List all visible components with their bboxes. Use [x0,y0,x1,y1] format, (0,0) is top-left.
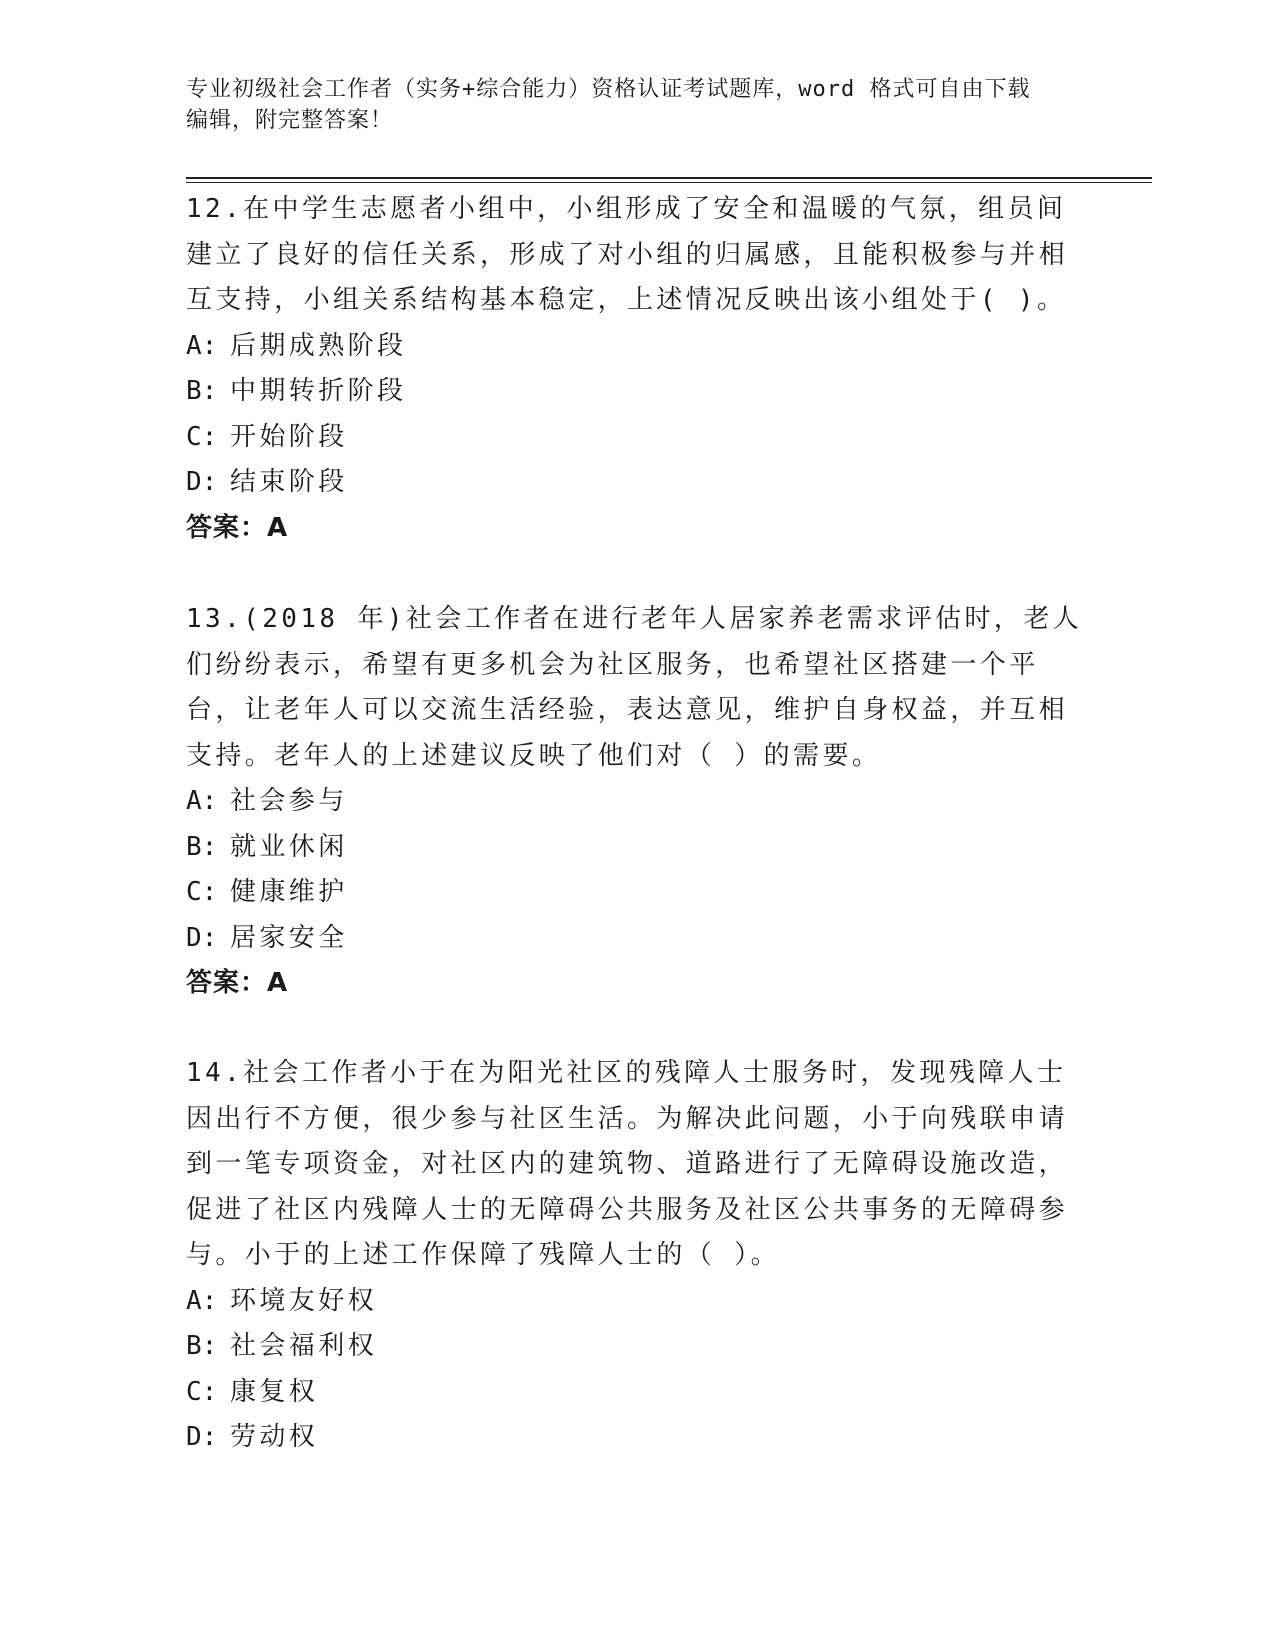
option-text: 开始阶段 [230,421,348,452]
option-c [186,1370,1086,1416]
question-13 [186,597,1086,1007]
option-b [186,1324,1086,1370]
header-line-2: 编辑，附完整答案！ [186,108,394,133]
answer-label: 答案：A [186,968,289,998]
option-text: 中期转折阶段 [230,376,407,406]
question-12 [186,187,1086,551]
option-b [186,369,1086,415]
option-letter: B: [186,376,218,406]
option-letter: D: [186,467,218,497]
option-b [186,825,1086,871]
option-letter: A: [186,1285,218,1316]
option-d [186,1415,1086,1461]
option-letter: A: [186,330,218,361]
question-stem: 14.社会工作者小于在为阳光社区的残障人士服务时，发现残障人士因出行不方便，很少参与社区生活。为解决此问题，小于向残联申请到一笔专项资金，对社区内的建筑物、道路进行了无障碍设施改造，促进了社区内残障人士的无障碍公共服务及社区公共事务的无障碍参与。小于的上述工作保障了残障人士的（ ）。 [186,1058,1069,1270]
option-text: 居家安全 [230,922,348,953]
header-rule-thick [186,177,1152,179]
option-text: 就业休闲 [230,831,348,862]
question-stem: 12.在中学生志愿者小组中，小组形成了安全和温暖的气氛，组员间建立了良好的信任关系，形成了对小组的归属感，且能积极参与并相互支持，小组关系结构基本稳定，上述情况反映出该小组处于( )。 [186,194,1069,315]
option-text: 劳动权 [230,1422,319,1452]
option-letter: C: [186,877,218,907]
option-c [186,870,1086,916]
option-text: 康复权 [230,1376,319,1407]
option-d [186,460,1086,506]
option-letter: C: [186,421,218,452]
option-c [186,415,1086,461]
option-a [186,779,1086,825]
option-letter: D: [186,922,218,953]
question-stem: 13.(2018 年)社会工作者在进行老年人居家养老需求评估时，老人们纷纷表示，希望有更多机会为社区服务，也希望社区搭建一个平台，让老年人可以交流生活经验，表达意见，维护自身权益，并互相支持。老年人的上述建议反映了他们对（ ）的需要。 [186,604,1083,771]
question-14 [186,1051,1086,1461]
option-letter: C: [186,1376,218,1407]
option-text: 健康维护 [230,877,348,907]
option-d [186,916,1086,962]
option-letter: A: [186,786,218,816]
option-letter: D: [186,1422,218,1452]
option-text: 结束阶段 [230,467,348,497]
document-header [186,74,1086,136]
option-text: 社会参与 [230,786,348,816]
header-rule-thin [186,182,1152,183]
option-letter: B: [186,831,218,862]
option-a [186,324,1086,370]
option-text: 环境友好权 [230,1285,378,1316]
option-text: 社会福利权 [230,1331,378,1361]
answer-label: 答案：A [186,512,289,543]
header-line-1: 专业初级社会工作者（实务+综合能力）资格认证考试题库，word 格式可自由下载 [186,77,1031,102]
option-a [186,1279,1086,1325]
option-letter: B: [186,1331,218,1361]
option-text: 后期成熟阶段 [230,330,407,361]
